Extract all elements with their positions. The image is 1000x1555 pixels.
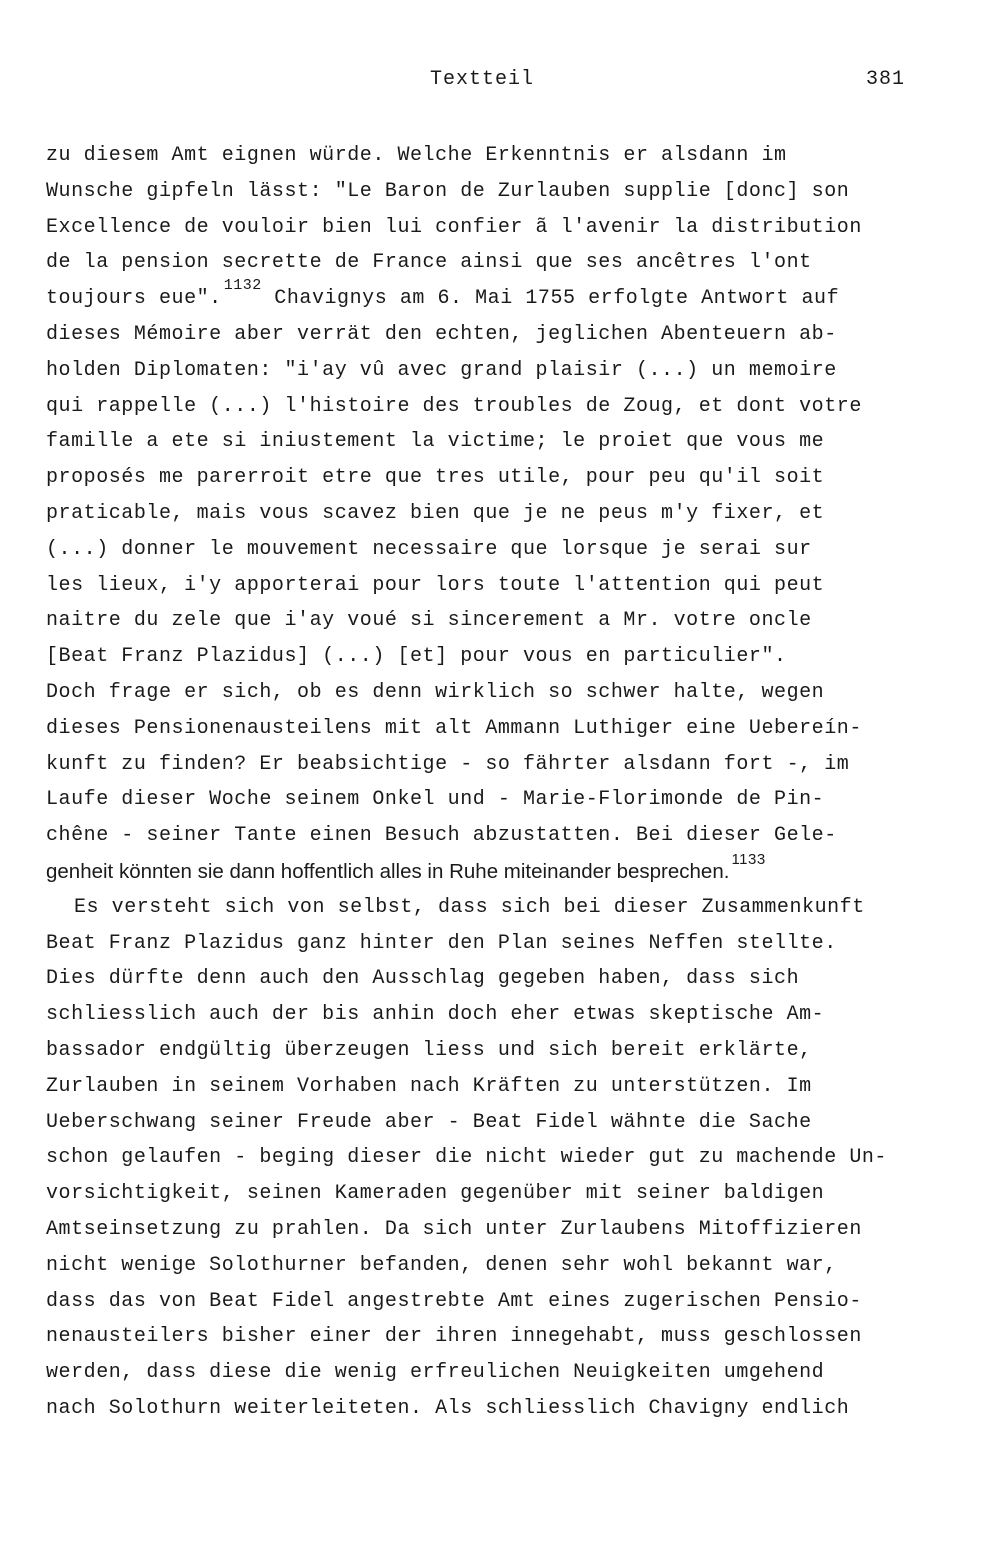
text-segment: genheit könnten sie dann hoffentlich alles in Ruhe miteinander besprechen.: [46, 859, 730, 883]
text-line: Dies dürfte denn auch den Ausschlag gegeben haben, dass sich: [46, 967, 800, 991]
page-number: 381: [866, 68, 906, 91]
text-line: Zurlauben in seinem Vorhaben nach Kräften zu unterstützen. Im: [46, 1074, 812, 1098]
text-line-with-footnote: [46, 277, 946, 317]
text-line: vorsichtigkeit, seinen Kameraden gegenüber mit seiner baldigen: [46, 1182, 825, 1206]
text-line-with-footnote: [46, 850, 946, 890]
text-line: dieses Pensionenausteilens mit alt Ammann Luthiger eine Uebereín-: [46, 716, 862, 740]
text-line: (...) donner le mouvement necessaire que lorsque je serai sur: [46, 537, 812, 561]
text-line: schon gelaufen - beging dieser die nicht wieder gut zu machende Un-: [46, 1146, 887, 1170]
text-line: naitre du zele que i'ay voué si sincerement a Mr. votre oncle: [46, 609, 812, 633]
text-line: [Beat Franz Plazidus] (...) [et] pour vous en particulier".: [46, 645, 787, 669]
text-line: Amtseinsetzung zu prahlen. Da sich unter Zurlaubens Mitoffizieren: [46, 1217, 862, 1241]
text-line: les lieux, i'y apporterai pour lors toute l'attention qui peut: [46, 573, 825, 597]
text-line: Ueberschwang seiner Freude aber - Beat Fidel wähnte die Sache: [46, 1110, 812, 1134]
text-line: chêne - seiner Tante einen Besuch abzustatten. Bei dieser Gele-: [46, 824, 837, 848]
text-line: schliesslich auch der bis anhin doch eher etwas skeptische Am-: [46, 1003, 825, 1027]
text-line: Doch frage er sich, ob es denn wirklich so schwer halte, wegen: [46, 680, 825, 704]
text-line: qui rappelle (...) l'histoire des troubles de Zoug, et dont votre: [46, 394, 862, 418]
footnote-marker-1133: 1133: [731, 850, 766, 868]
text-line: holden Diplomaten: "i'ay vû avec grand plaisir (...) un memoire: [46, 358, 837, 382]
text-line: Beat Franz Plazidus ganz hinter den Plan seines Neffen stellte.: [46, 931, 837, 955]
footnote-marker-1132: 1132: [223, 277, 262, 295]
text-line: dass das von Beat Fidel angestrebte Amt eines zugerischen Pensio-: [46, 1289, 862, 1313]
text-line: nenausteilers bisher einer der ihren innegehabt, muss geschlossen: [46, 1325, 862, 1349]
text-line: nach Solothurn weiterleiteten. Als schliesslich Chavigny endlich: [46, 1396, 850, 1420]
text-line: kunft zu finden? Er beabsichtige - so fährter alsdann fort -, im: [46, 752, 850, 776]
paragraph-first-line: Es versteht sich von selbst, dass sich bei dieser Zusammenkunft: [74, 895, 865, 919]
text-line: Wunsche gipfeln lässt: "Le Baron de Zurlauben supplie [donc] son: [46, 179, 850, 203]
text-segment: Chavignys am 6. Mai 1755 erfolgte Antwort auf: [261, 287, 840, 311]
running-header-title: Textteil: [430, 68, 535, 91]
page-header: [0, 68, 1000, 98]
text-line: nicht wenige Solothurner befanden, denen sehr wohl bekannt war,: [46, 1253, 837, 1277]
text-line: de la pension secrette de France ainsi que ses ancêtres l'ont: [46, 251, 812, 275]
text-line: bassador endgültig überzeugen liess und sich bereit erklärte,: [46, 1038, 812, 1062]
text-line: praticable, mais vous scavez bien que je ne peus m'y fixer, et: [46, 501, 825, 525]
text-line: Excellence de vouloir bien lui confier ã l'avenir la distribution: [46, 215, 862, 239]
body-text: [46, 138, 946, 1427]
text-line: werden, dass diese die wenig erfreulichen Neuigkeiten umgehend: [46, 1361, 825, 1385]
text-line: Laufe dieser Woche seinem Onkel und - Marie-Florimonde de Pin-: [46, 788, 825, 812]
text-line: famille a ete si iniustement la victime; le proiet que vous me: [46, 430, 825, 454]
text-line: dieses Mémoire aber verrät den echten, jeglichen Abenteuern ab-: [46, 322, 837, 346]
text-line: zu diesem Amt eignen würde. Welche Erkenntnis er alsdann im: [46, 144, 787, 167]
text-line: proposés me parerroit etre que tres utile, pour peu qu'il soit: [46, 466, 825, 490]
text-segment: toujours eue".: [46, 287, 222, 311]
